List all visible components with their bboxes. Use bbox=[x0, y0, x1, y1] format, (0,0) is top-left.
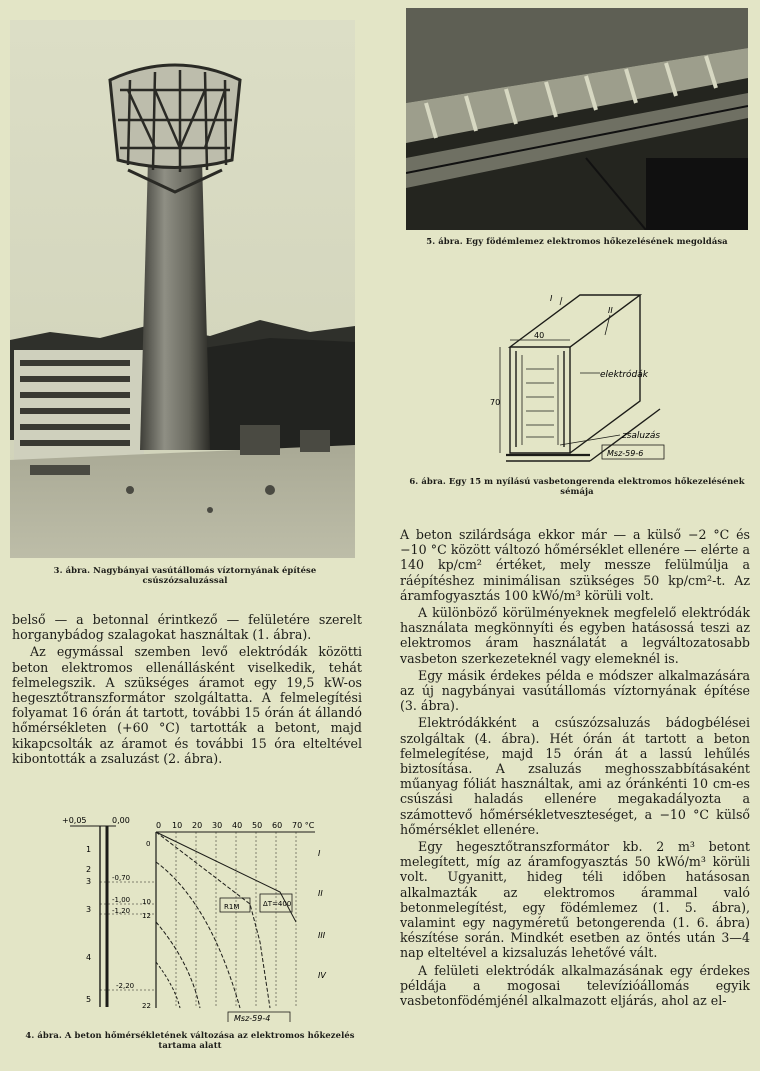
fig4-row-5: 5 bbox=[86, 995, 92, 1004]
right-paragraph-6: A felületi elektródák alkalmazásának egy érdekes példája a mogosai televízióállomás egyik vasbetonfödémjénél alkalmazott eljárás, ahol az el- bbox=[400, 962, 750, 1009]
fig4-time-10: 10 bbox=[142, 898, 151, 906]
fig4-box: ΔT=400 bbox=[263, 900, 292, 908]
fig4-row-4: 4 bbox=[86, 953, 92, 962]
right-column bbox=[400, 527, 750, 1008]
right-paragraph-3: Egy másik érdekes példa e módszer alkalmazására az új nagybányai vasútállomás víztornyának építése (3. ábra). bbox=[400, 667, 750, 714]
fig6-dim-side: 70 bbox=[490, 398, 501, 407]
fig4-time-12: 12 bbox=[142, 912, 151, 920]
figure-6-diagram bbox=[470, 285, 680, 475]
fig6-dim-top: 40 bbox=[534, 331, 545, 340]
fig4-temp-30: 30 bbox=[212, 821, 223, 830]
fig4-temp-50: 50 bbox=[252, 821, 263, 830]
fig4-depth-120: -1,20 bbox=[112, 907, 131, 915]
figure-3-caption: 3. ábra. Nagybányai vasútállomás víztornyának építése csúszózsaluzással bbox=[53, 565, 317, 585]
fig4-depth-100: -1,00 bbox=[112, 896, 131, 904]
figure-5-caption: 5. ábra. Egy födémlemez elektromos hőkezelésének megoldása bbox=[426, 236, 728, 246]
fig4-row-1: 1 bbox=[86, 845, 92, 854]
figure-5-photo bbox=[406, 8, 748, 230]
figure-4-diagram bbox=[60, 812, 360, 1022]
fig6-marker-1: I bbox=[550, 294, 553, 303]
right-paragraph-2: A különböző körülményeknek megfelelő elektródák használata megkönnyíti és egyben hatásossá teszi az elektromos áram használatát a legváltozatosabb vasbeton szerkezeteknél vagy elemeknél is. bbox=[400, 605, 750, 666]
fig4-row-2: 2 bbox=[86, 865, 92, 874]
figure-4-caption: 4. ábra. A beton hőmérsékletének változása az elektromos hőkezelés tartama alatt bbox=[25, 1030, 355, 1050]
right-paragraph-4: Elektródákként a csúszózsaluzás bádogbélései szolgáltak (4. ábra). Hét órán át tartott a beton felmelegítése, majd 15 órán át a lassú lehűlés biztosítása. A zsaluzás meghosszabbításaként műanyag fóliát használtak, ami az óránkénti 10 cm-es csúszási haladás ellenére megakadályozta a számottevő hőmérsékletveszteséget, a −10 °C külső hőmérséklet ellenére. bbox=[400, 715, 750, 837]
fig4-temp-10: 10 bbox=[172, 821, 183, 830]
fig4-roman-3: III bbox=[318, 931, 326, 940]
right-paragraph-5: Egy hegesztőtranszformátor kb. 2 m³ betont melegített, míg az áramfogyasztás 50 kWó/m³ körüli volt. Ugyanitt, hideg téli időben hatásosan alkalmazták az elektromos árammal való betonmelegítést, egy födémlemez (1. 5. ábra), valamint egy nagyméretű betongerenda (1. 6. ábra) készítése során. Mindkét esetben az öntés után 3—4 nap elteltével a kizsaluzás lehetővé vált. bbox=[400, 839, 750, 961]
fig4-temp-70: 70 °C bbox=[292, 821, 315, 830]
fig4-roman-4: IV bbox=[318, 971, 326, 980]
figure-3-photo bbox=[10, 20, 355, 558]
fig4-temp-0: 0 bbox=[156, 821, 162, 830]
fig4-top-zero: 0,00 bbox=[112, 816, 130, 825]
fig4-r1m: R1M bbox=[224, 903, 240, 911]
fig4-roman-2: II bbox=[318, 889, 323, 898]
fig4-top-left: +0,05 bbox=[62, 816, 87, 825]
fig6-marker-2: II bbox=[608, 306, 613, 315]
left-column bbox=[12, 612, 362, 766]
fig6-label-zsaluzas: zsaluzás bbox=[622, 431, 661, 441]
left-paragraph-2: Az egymással szemben levő elektródák közötti beton elektromos ellenállásként viselkedik, tehát felmelegszik. A szükséges áramot egy 19,5 kW-os hegesztőtranszformátor szolgáltatta. A felmelegítési folyamat 16 órán át tartott, további 15 órán át állandó hőmérsékleten (+60 °C) tartották a betont, majd kikapcsolták az áramot és további 15 óra elteltével kibontották a zsaluzást (2. ábra). bbox=[12, 644, 362, 766]
fig4-time-0: 0 bbox=[146, 840, 151, 848]
fig4-row-3a: 3 bbox=[86, 877, 92, 886]
right-paragraph-1: A beton szilárdsága ekkor már — a külső −2 °C és −10 °C között változó hőmérséklet ellenére — elérte a 140 kp/cm² értéket, mely messze felülmúlja a ráépítéshez minimálisan szükséges 50 kp/cm²-t. Az áramfogyasztás 100 kWó/m³ körüli volt. bbox=[400, 527, 750, 603]
fig4-temp-40: 40 bbox=[232, 821, 243, 830]
left-paragraph-1: belső — a betonnal érintkező — felületére szerelt horganybádog szalagokat használtak (1. ábra). bbox=[12, 612, 362, 643]
fig4-depth-070: -0,70 bbox=[112, 874, 131, 882]
fig4-temp-60: 60 bbox=[272, 821, 283, 830]
fig4-row-3b: 3 bbox=[86, 905, 92, 914]
fig4-time-22: 22 bbox=[142, 1002, 151, 1010]
figure-6-caption: 6. ábra. Egy 15 m nyílású vasbetongerenda elektromos hőkezelésének sémája bbox=[409, 476, 745, 496]
fig4-code: Msz-59-4 bbox=[234, 1014, 271, 1022]
fig4-temp-20: 20 bbox=[192, 821, 203, 830]
fig6-code: Msz-59-6 bbox=[607, 449, 644, 458]
fig4-depth-220: -2,20 bbox=[116, 982, 135, 990]
fig6-label-elektrodak: elektródák bbox=[600, 370, 648, 380]
fig4-roman-1: I bbox=[318, 849, 321, 858]
